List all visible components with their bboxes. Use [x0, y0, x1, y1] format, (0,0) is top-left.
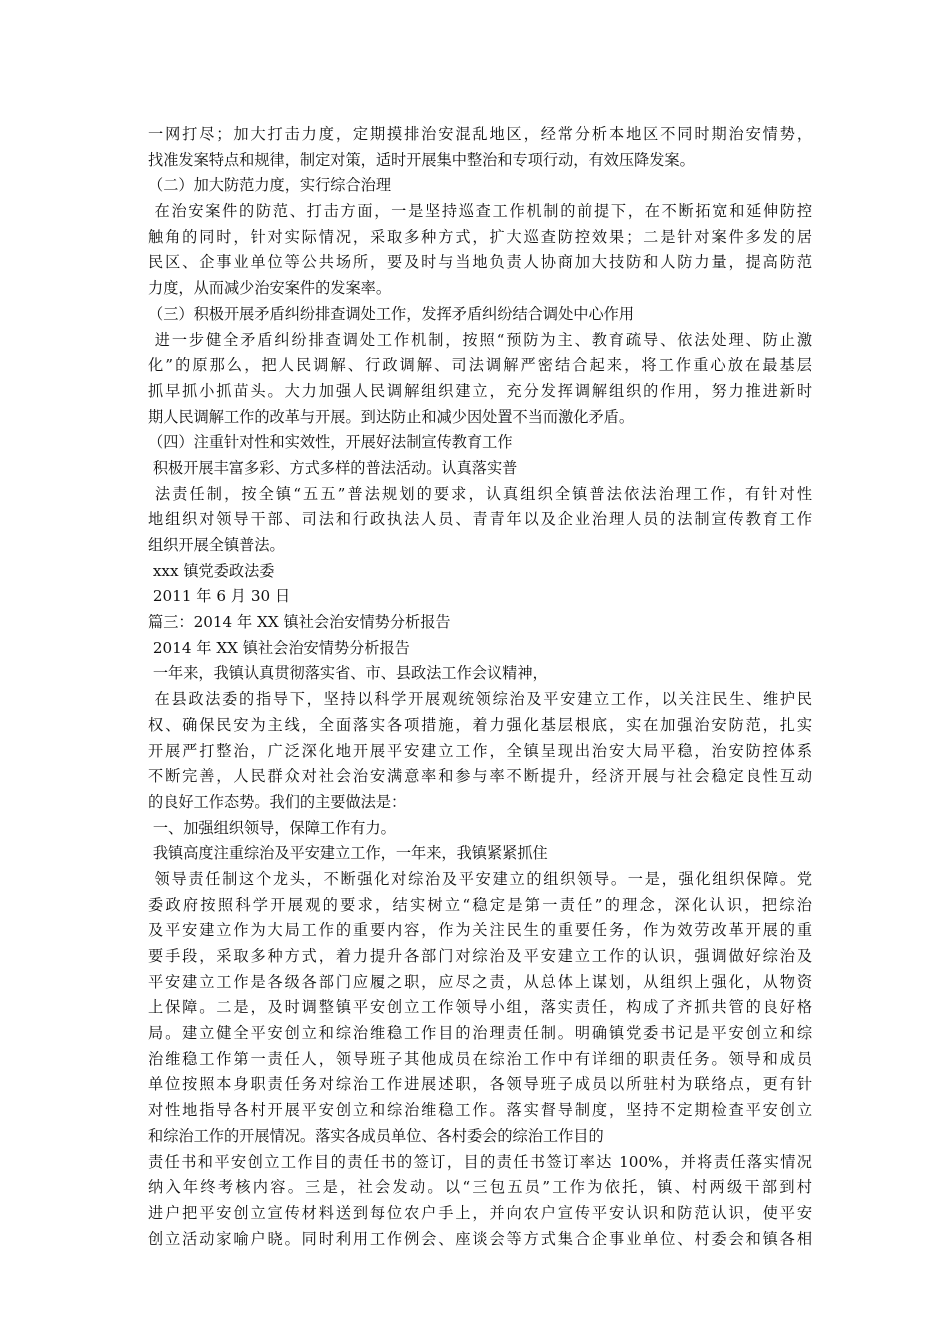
text-line: 局。建立健全平安创立和综治维稳工作目的治理责任制。明确镇党委书记是平安创立和综: [148, 1024, 812, 1043]
text-line: 平安建立工作是各级各部门应履之职，应尽之责，从总体上谋划，从组织上强化，从物资: [148, 972, 812, 991]
text-line: 地组织对领导干部、司法和行政执法人员、青青年以及企业治理人员的法制宣传教育工作: [148, 510, 812, 529]
text-line: xxx 镇党委政法委: [148, 561, 275, 580]
text-line: 2014 年 XX 镇社会治安情势分析报告: [148, 638, 410, 657]
text-line: 进户把平安创立宣传材料送到每位农户手上，并向农户宣传平安认识和防范认识，使平安: [148, 1203, 812, 1222]
text-line: 民区、企事业单位等公共场所，要及时与当地负责人协商加大技防和人防力量，提高防范: [148, 253, 812, 272]
text-line: 篇三：2014 年 XX 镇社会治安情势分析报告: [148, 613, 451, 632]
text-line: 委政府按照科学开展观的要求，结实树立“稳定是第一责任”的理念，深化认识，把综治: [148, 895, 812, 914]
text-line: 在县政法委的指导下，坚持以科学开展观统领综治及平安建立工作，以关注民生、维护民: [148, 690, 812, 709]
text-line: 责任书和平安创立工作目的责任书的签订，目的责任书签订率达 100%，并将责任落实情况: [148, 1152, 812, 1171]
text-line: 化”的原那么，把人民调解、行政调解、司法调解严密结合起来，将工作重心放在最基层: [148, 356, 812, 375]
text-line: 领导责任制这个龙头，不断强化对综治及平安建立的组织领导。一是，强化组织保障。党: [148, 869, 812, 888]
text-line: （四）注重针对性和实效性，开展好法制宣传教育工作: [148, 433, 513, 452]
text-line: 在治安案件的防范、打击方面，一是坚持巡查工作机制的前提下，在不断拓宽和延伸防控: [148, 202, 812, 221]
text-line: 期人民调解工作的改革与开展。到达防止和减少因处置不当而激化矛盾。: [148, 407, 634, 426]
text-line: 一年来，我镇认真贯彻落实省、市、县政法工作会议精神，: [148, 664, 548, 683]
text-line: 权、确保民安为主线，全面落实各项措施，着力强化基层根底，实在加强治安防范，扎实: [148, 715, 812, 734]
text-line: 要手段，采取多种方式，着力提升各部门对综治及平安建立工作的认识，强调做好综治及: [148, 947, 812, 965]
text-line: 对性地指导各村开展平安创立和综治维稳工作。落实督导制度，坚持不定期检查平安创立: [148, 1101, 812, 1120]
text-line: 一网打尽；加大打击力度，定期摸排治安混乱地区，经常分析本地区不同时期治安情势，: [148, 125, 812, 143]
text-line: 力度，从而减少治安案件的发案率。: [148, 279, 391, 298]
text-line: 和综治工作的开展情况。落实各成员单位、各村委会的综治工作目的: [148, 1126, 604, 1145]
text-line: 上保障。二是，及时调整镇平安创立工作领导小组，落实责任，构成了齐抓共管的良好格: [148, 998, 812, 1017]
text-line: 的良好工作态势。我们的主要做法是：: [148, 792, 407, 811]
text-line: （二）加大防范力度，实行综合治理: [148, 176, 391, 195]
text-line: 纳入年终考核内容。三是，社会发动。以“三包五员”工作为依托，镇、村两级干部到村: [148, 1178, 812, 1197]
text-line: 不断完善，人民群众对社会治安满意率和参与率不断提升，经济开展与社会稳定良性互动: [148, 767, 812, 786]
text-line: 一、加强组织领导，保障工作有力。: [148, 818, 396, 837]
text-line: 组织开展全镇普法。: [148, 536, 285, 554]
document-body: [148, 122, 812, 1252]
text-line: 积极开展丰富多彩、方式多样的普法活动。认真落实普: [148, 458, 518, 477]
text-line: 开展严打整治，广泛深化地开展平安建立工作，全镇呈现出治安大局平稳，治安防控体系: [148, 741, 812, 760]
text-line: 我镇高度注重综治及平安建立工作，一年来，我镇紧紧抓住: [148, 844, 548, 863]
text-line: 创立活动家喻户晓。同时利用工作例会、座谈会等方式集合企事业单位、村委会和镇各相: [148, 1229, 812, 1248]
text-line: 单位按照本身职责任务对综治工作进展述职，各领导班子成员以所驻村为联络点，更有针: [148, 1075, 812, 1094]
text-line: 找准发案特点和规律，制定对策，适时开展集中整治和专项行动，有效压降发案。: [148, 150, 695, 169]
text-line: 抓早抓小抓苗头。大力加强人民调解组织建立，充分发挥调解组织的作用，努力推进新时: [148, 381, 812, 400]
text-line: （三）积极开展矛盾纠纷排查调处工作，发挥矛盾纠纷结合调处中心作用: [148, 304, 634, 323]
text-line: 2011 年 6 月 30 日: [148, 587, 291, 606]
text-line: 进一步健全矛盾纠纷排查调处工作机制，按照“预防为主、教育疏导、依法处理、防止激: [148, 330, 812, 349]
text-line: 治维稳工作第一责任人，领导班子其他成员在综治工作中有详细的职责任务。领导和成员: [148, 1049, 812, 1068]
text-line: 触角的同时，针对实际情况，采取多种方式，扩大巡查防控效果；二是针对案件多发的居: [148, 227, 812, 246]
text-line: 法责任制，按全镇“五五”普法规划的要求，认真组织全镇普法依法治理工作，有针对性: [148, 484, 812, 503]
text-line: 及平安建立作为大局工作的重要内容，作为关注民生的重要任务，作为效劳改革开展的重: [148, 921, 812, 940]
